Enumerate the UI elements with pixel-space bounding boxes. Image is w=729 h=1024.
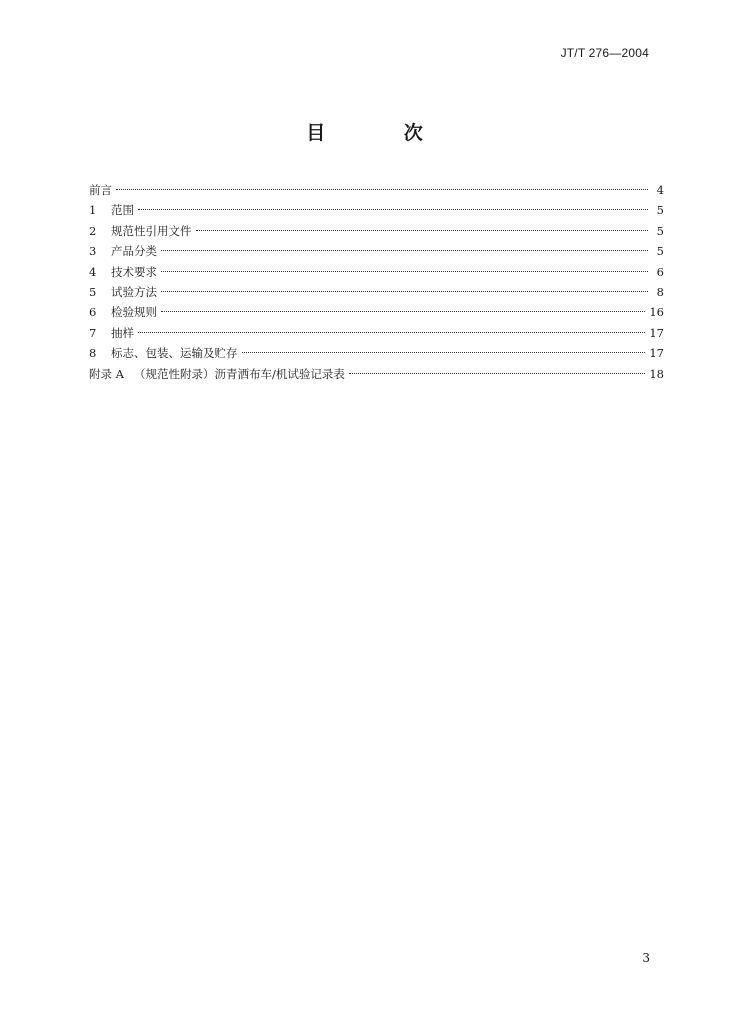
toc-leader-dots [161, 291, 648, 292]
toc-entry-label: （规范性附录）沥青洒布车/机试验记录表 [133, 366, 345, 381]
toc-leader-dots [116, 189, 648, 190]
toc-entry-number: 4 [89, 264, 97, 279]
toc-leader-dots [196, 230, 649, 231]
toc-entry-classification[interactable] [89, 241, 664, 261]
toc-leader-dots [161, 250, 648, 251]
toc-entry-marking-packaging[interactable] [89, 343, 664, 363]
toc-entry-label: 抽样 [111, 325, 134, 340]
toc-entry-number: 2 [89, 223, 97, 238]
toc-leader-dots [161, 271, 648, 272]
toc-entry-page: 5 [656, 223, 664, 238]
toc-leader-dots [349, 373, 646, 374]
toc-entry-sampling[interactable] [89, 323, 664, 343]
toc-entry-normative-references[interactable] [89, 221, 664, 241]
toc-entry-inspection-rules[interactable] [89, 302, 664, 322]
toc-entry-technical-requirements[interactable] [89, 262, 664, 282]
toc-entry-preface[interactable] [89, 180, 664, 200]
toc-leader-dots [138, 209, 648, 210]
page-number: 3 [642, 951, 650, 965]
toc-entry-number: 1 [89, 203, 97, 218]
toc-entry-number: 3 [89, 244, 97, 259]
toc-entry-test-methods[interactable] [89, 282, 664, 302]
toc-entry-label: 试验方法 [111, 284, 157, 299]
toc-entry-page: 16 [649, 305, 664, 320]
toc-entry-page: 5 [656, 244, 664, 259]
toc-entry-label: 技术要求 [111, 264, 157, 279]
toc-entry-label: 标志、包装、运输及贮存 [111, 346, 238, 361]
toc-entry-page: 17 [649, 325, 664, 340]
toc-entry-page: 5 [656, 203, 664, 218]
toc-entry-number: 7 [89, 325, 97, 340]
toc-entry-number: 附录 A [89, 366, 124, 381]
toc-entry-label: 检验规则 [111, 305, 157, 320]
toc-entry-number: 6 [89, 305, 97, 320]
table-of-contents [89, 180, 664, 384]
toc-entry-scope[interactable] [89, 200, 664, 220]
toc-entry-appendix-a[interactable] [89, 364, 664, 384]
toc-entry-page: 8 [656, 284, 664, 299]
toc-leader-dots [242, 352, 646, 353]
toc-leader-dots [138, 332, 645, 333]
toc-entry-page: 18 [649, 366, 664, 381]
toc-entry-page: 6 [656, 264, 664, 279]
standard-code: JT/T 276—2004 [560, 46, 649, 60]
page-title: 目 次 [306, 122, 459, 144]
toc-leader-dots [161, 311, 645, 312]
toc-entry-number: 5 [89, 284, 97, 299]
toc-entry-page: 4 [656, 183, 664, 197]
toc-entry-label: 产品分类 [111, 244, 157, 259]
toc-entry-label: 范围 [111, 203, 134, 218]
toc-entry-number: 8 [89, 346, 97, 361]
toc-entry-label: 前言 [89, 183, 112, 197]
toc-entry-page: 17 [649, 346, 664, 361]
toc-entry-label: 规范性引用文件 [111, 223, 192, 238]
